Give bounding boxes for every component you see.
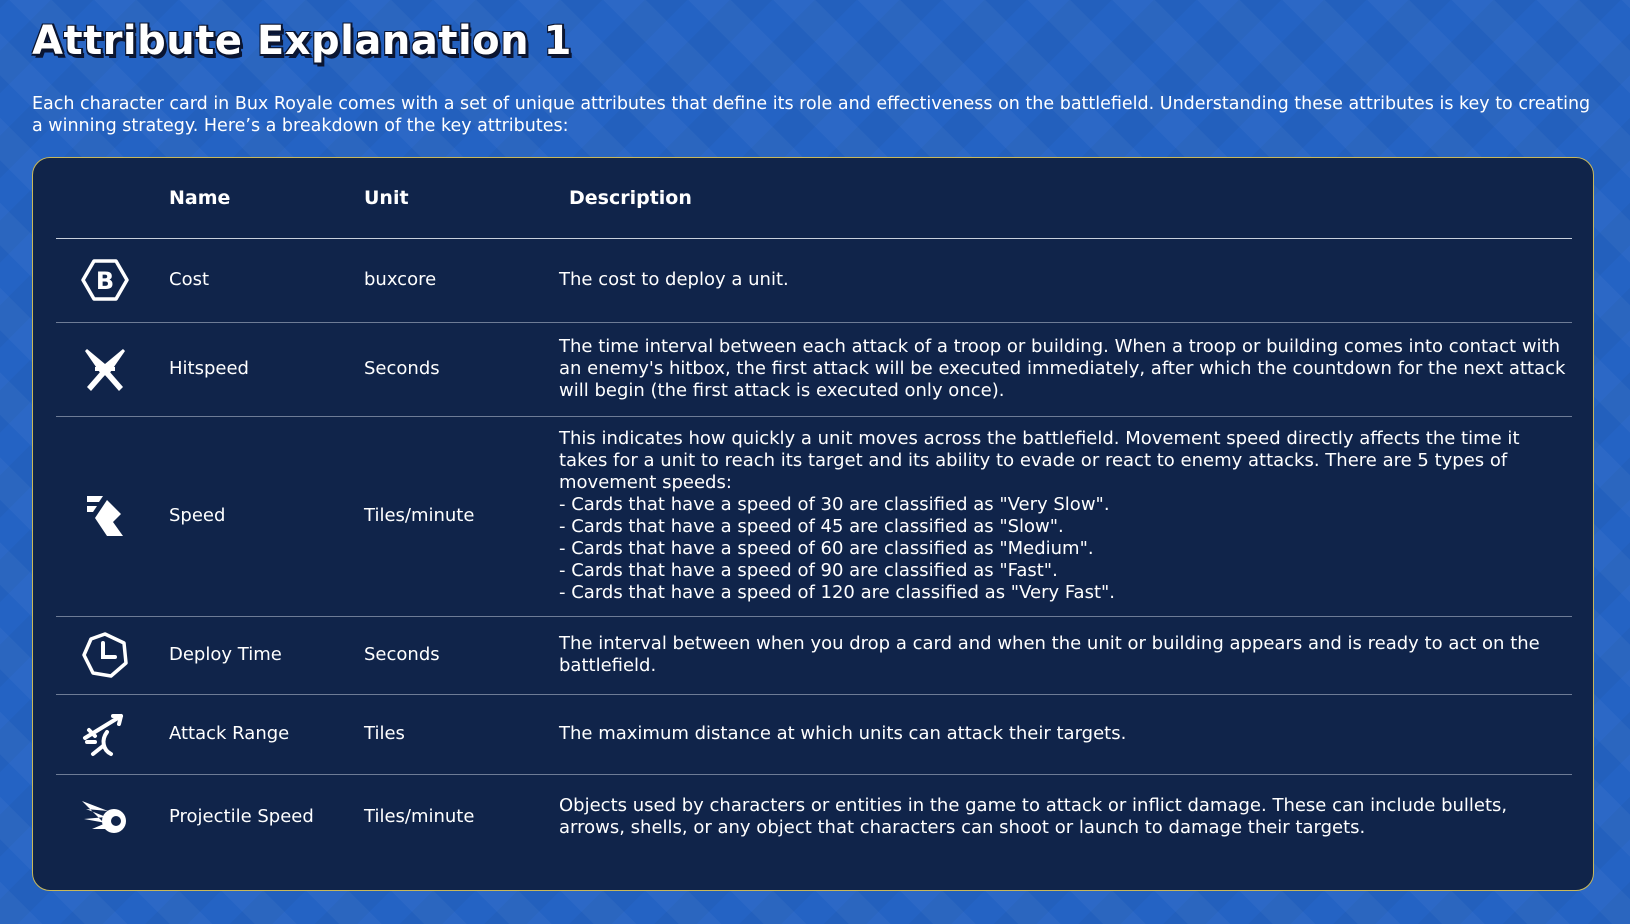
attributes-table [32,157,1594,891]
attribute-description: Objects used by characters or entities in the game to attack or inflict damage. These can include bullets, arrows, shells, or any object that characters can shoot or launch to damage their targets. [559,795,1508,838]
table-header-row [56,158,1572,239]
attribute-description: The maximum distance at which units can attack their targets. [559,723,1127,744]
header-name: Name [169,187,231,209]
table-row-attack-range [56,694,1572,775]
attribute-name: Projectile Speed [169,806,314,827]
table-row-deploy-time [56,616,1572,695]
attribute-description: This indicates how quickly a unit moves across the battlefield. Movement speed directly affects the time it takes for a unit to reach its target and its ability to evade or react to enemy attacks. There are 5 types of movement speeds: - Cards that have a speed of 30 are classified as "Very Slow". - Cards that have a speed of 45 are classified as "Slow". - Cards that have a speed of 60 are classified as "Medium". - Cards that have a speed of 90 are classified as "Fast". - Cards that have a speed of 120 are classified as "Very Fast". [559,428,1520,603]
speed-arrow-icon [56,416,154,616]
attribute-unit: Seconds [364,358,440,379]
header-description: Description [569,187,692,209]
attribute-unit: Tiles/minute [364,806,475,827]
table-row-speed [56,416,1572,617]
attribute-unit: Tiles [364,723,405,744]
projectile-comet-icon [56,774,154,860]
attribute-description: The interval between when you drop a card and when the unit or building appears and is ready to act on the battlefield. [559,633,1540,676]
attribute-name: Attack Range [169,723,290,744]
attribute-unit: Tiles/minute [364,505,475,526]
attribute-unit: Seconds [364,644,440,665]
buxcore-hexagon-icon [56,238,154,322]
header-unit: Unit [364,187,409,209]
clock-hexagon-icon [56,616,154,694]
attribute-description: The time interval between each attack of a troop or building. When a troop or building comes into contact with an enemy's hitbox, the first attack will be executed immediately, after which the countdown for the next attack will begin (the first attack is executed only once). [559,336,1566,401]
table-row-hitspeed [56,322,1572,417]
attribute-name: Cost [169,269,210,290]
attribute-name: Hitspeed [169,358,249,379]
table-row-projectile-speed [56,774,1572,860]
table-row-cost [56,238,1572,323]
svg-text:B: B [95,267,115,295]
intro-paragraph: Each character card in Bux Royale comes with a set of unique attributes that define its role and effectiveness on the battlefield. Understanding these attributes is key to creating a winning strategy. Here’s a breakdown of the key attributes: [32,94,1591,136]
attribute-description: The cost to deploy a unit. [559,269,789,290]
page-title: Attribute Explanation 1 [32,18,572,64]
attribute-name: Speed [169,505,226,526]
attribute-unit: buxcore [364,269,437,290]
crossed-swords-icon [56,322,154,416]
bow-arrow-icon [56,694,154,774]
attribute-name: Deploy Time [169,644,282,665]
